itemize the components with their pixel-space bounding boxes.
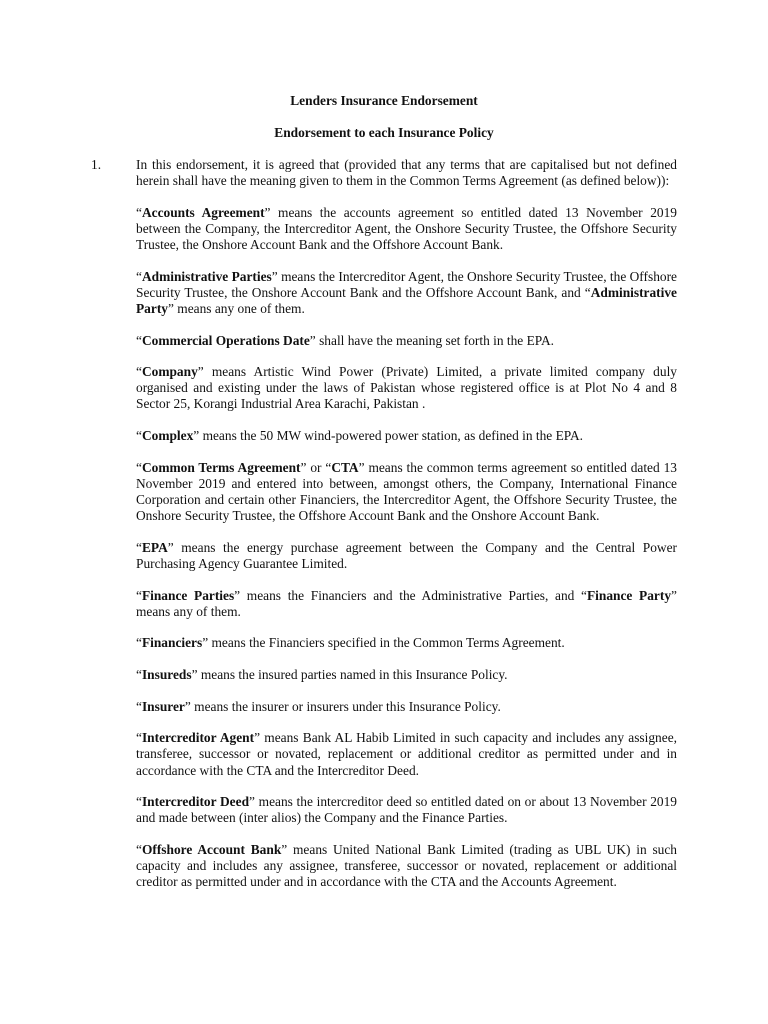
- definition-text: ” means the Intercreditor Agent, the Onshore Security Trustee, the Offshore Security Trustee, the Onshore Account Bank and the Offshore Account Bank, and “: [136, 268, 677, 300]
- definition-text: ” means the accounts agreement so entitled dated 13 November 2019 between the Company, the Intercreditor Agent, the Onshore Security Trustee, the Offshore Security Trustee, the Onshore Account Bank and the Offshore Account Bank.: [136, 204, 677, 252]
- definition-text-end: ” means any of them.: [136, 587, 677, 619]
- definition-complex: [136, 428, 677, 444]
- open-quote: “: [136, 459, 142, 475]
- defined-term-secondary: Administrative Party: [136, 284, 677, 316]
- open-quote: “: [136, 730, 142, 746]
- open-quote: “: [136, 667, 142, 682]
- definition-common-terms-agreement: [136, 460, 677, 524]
- open-quote: “: [136, 539, 142, 555]
- definition-text: ” means the intercreditor deed so entitled dated on or about 13 November 2019 and made between (inter alios) the Company and the Finance Parties.: [136, 794, 678, 826]
- clause-body: [136, 157, 677, 906]
- open-quote: “: [136, 698, 142, 714]
- definition-company: [136, 364, 677, 412]
- open-quote: “: [136, 364, 142, 380]
- definition-commercial-operations-date: [136, 333, 677, 349]
- defined-term: Intercreditor Agent: [141, 730, 255, 746]
- definition-finance-parties: [136, 588, 677, 620]
- open-quote: “: [136, 587, 142, 603]
- defined-term-secondary: CTA: [331, 459, 359, 475]
- defined-term: Intercreditor Deed: [141, 794, 250, 810]
- definition-insureds: [136, 667, 677, 683]
- definition-accounts-agreement: [136, 205, 677, 253]
- defined-term: Financiers: [141, 635, 203, 651]
- definition-administrative-parties: [136, 269, 677, 317]
- defined-term: Company: [141, 364, 198, 380]
- defined-term: Common Terms Agreement: [141, 459, 301, 475]
- definition-text: ” means Artistic Wind Power (Private) Limited, a private limited company duly organised and existing under the laws of Pakistan whose registered office is at Plot No 4 and 8 Sector 25, Korangi Industrial Area Karachi, Pakistan .: [136, 364, 677, 412]
- defined-term: Commercial Operations Date: [141, 332, 310, 348]
- definition-financiers: [136, 635, 677, 651]
- open-quote: “: [136, 428, 142, 444]
- definition-text: ” means the energy purchase agreement between the Company and the Central Power Purchasing Agency Guarantee Limited.: [136, 539, 677, 571]
- open-quote: “: [136, 794, 142, 810]
- definition-text: ” means the insurer or insurers under this Insurance Policy.: [184, 698, 501, 714]
- definition-text: ” means the 50 MW wind-powered power station, as defined in the EPA.: [193, 428, 584, 444]
- defined-term: Offshore Account Bank: [141, 842, 282, 858]
- defined-term: Finance Parties: [141, 587, 235, 603]
- open-quote: “: [136, 204, 142, 220]
- clause-number: 1.: [91, 157, 102, 172]
- open-quote: “: [136, 635, 142, 651]
- definition-text-end: ” means any one of them.: [167, 300, 305, 316]
- definition-text: ” shall have the meaning set forth in the EPA.: [309, 332, 554, 348]
- defined-term: EPA: [141, 539, 168, 555]
- definition-epa: [136, 540, 677, 572]
- definition-text: ” means United National Bank Limited (trading as UBL UK) in such capacity and includes any assignee, transferee, successor or novated, replacement or additional creditor as permitted under and in accordance with the CTA and the Accounts Agreement.: [136, 842, 678, 890]
- document-title: Lenders Insurance Endorsement: [290, 93, 478, 108]
- defined-term: Administrative Parties: [141, 268, 272, 284]
- defined-term-secondary: Finance Party: [587, 587, 672, 603]
- definition-text: ” means Bank AL Habib Limited in such capacity and includes any assignee, transferee, successor or novated, replacement or additional creditor as permitted under and in accordance with the CTA and the Intercreditor Deed.: [136, 730, 677, 778]
- open-quote: “: [136, 842, 142, 858]
- definition-intercreditor-agent: [136, 730, 677, 778]
- definition-offshore-account-bank: [136, 842, 677, 890]
- document-subtitle: Endorsement to each Insurance Policy: [274, 125, 494, 140]
- definition-text: ” or “: [300, 459, 332, 475]
- defined-term: Complex: [141, 428, 194, 444]
- defined-term: Accounts Agreement: [141, 204, 265, 220]
- clause-intro: In this endorsement, it is agreed that (provided that any terms that are capitalised but not defined herein shall have the meaning given to them in the Common Terms Agreement (as defined below)):: [136, 157, 677, 189]
- definition-text: ” means the Financiers and the Administrative Parties, and “: [234, 587, 587, 603]
- open-quote: “: [136, 332, 142, 348]
- open-quote: “: [136, 268, 142, 284]
- defined-term: Insureds: [141, 667, 192, 682]
- definition-insurer: [136, 699, 677, 715]
- definition-text-end: ” means the common terms agreement so entitled dated 13 November 2019 and entered into between, amongst others, the Company, International Finance Corporation and certain other Financiers, the Intercreditor Agent, the Offshore Security Trustee, the Onshore Security Trustee, the Offshore Account Bank and the Onshore Account Bank.: [136, 459, 677, 524]
- defined-term: Insurer: [141, 698, 185, 714]
- definition-intercreditor-deed: [136, 794, 677, 826]
- definition-text: ” means the Financiers specified in the Common Terms Agreement.: [202, 635, 565, 651]
- definition-text: ” means the insured parties named in this Insurance Policy.: [191, 667, 508, 682]
